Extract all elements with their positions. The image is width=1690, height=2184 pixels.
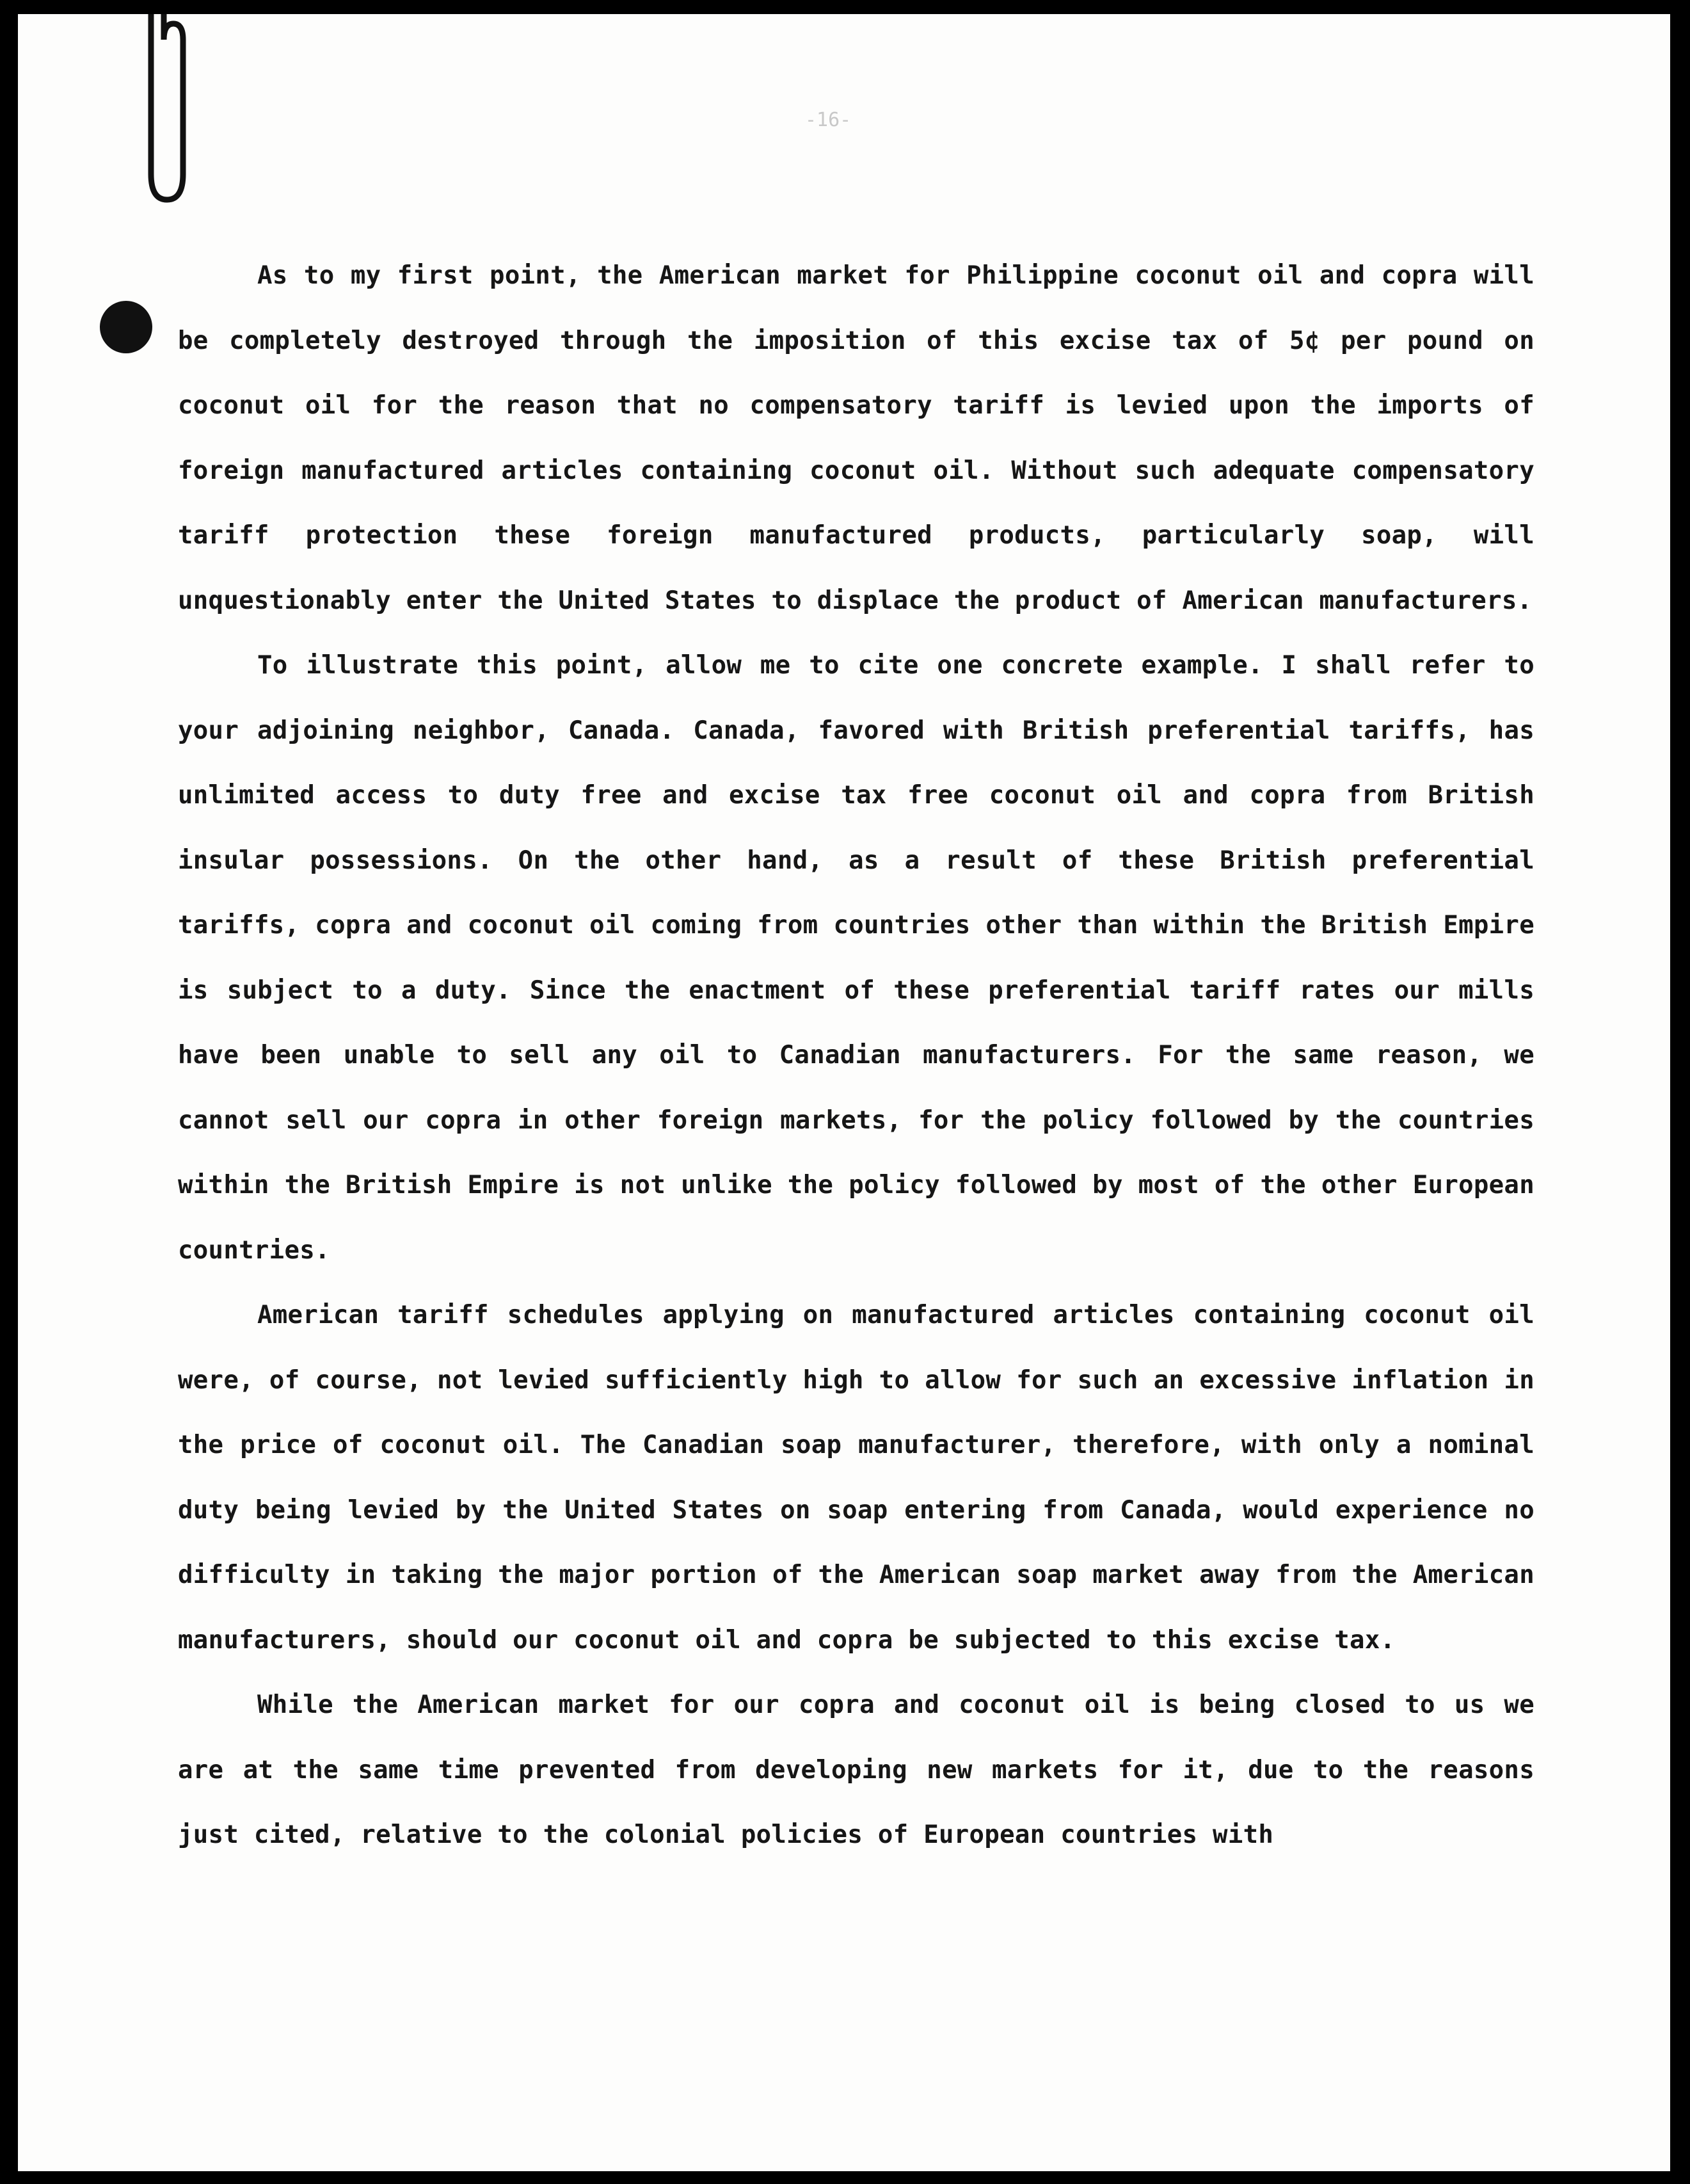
paragraph-new-markets: While the American market for our copra and coconut oil is being closed to us we are at the same time prevented from developing new markets for it, due to the reasons just cited, relative to the colonial policies of European countries with — [178, 1690, 1535, 1849]
paragraph-canada-example: To illustrate this point, allow me to cite one concrete example. I shall refer to your adjoining neighbor, Canada. Canada, favored with British preferential tariffs, has unlimited access to duty free and excise tax free coconut oil and copra from British insular possessions. On the other hand, as a result of these British preferential tariffs, copra and coconut oil coming from countries other than within the British Empire is subject to a duty. Since the enactment of these preferential tariff rates our mills have been unable to sell any oil to Canadian manufacturers. For the same reason, we cannot sell our copra in other foreign markets, for the policy followed by the countries within the British Empire is not unlike the policy followed by most of the other European countries. — [178, 651, 1535, 1265]
paperclip-icon — [132, 14, 196, 206]
punch-hole — [100, 301, 152, 353]
paragraph-tariff-schedules: American tariff schedules applying on manufactured articles containing coconut oil were, of course, not levied sufficiently high to allow for such an excessive inflation in the price of coconut oil. The Canadian soap manufacturer, therefore, with only a nominal duty being levied by the United States on soap entering from Canada, would experience no difficulty in taking the major portion of the American soap market away from the American manufacturers, should our coconut oil and copra be subjected to this excise tax. — [178, 1301, 1535, 1655]
paragraph-first-point: As to my first point, the American market for Philippine coconut oil and copra will be completely destroyed through the imposition of this excise tax of 5¢ per pound on coconut oil for the reason that no compensatory tariff is levied upon the imports of foreign manufactured articles containing coconut oil. Without such adequate compensatory tariff protection these foreign manufactured products, particularly soap, will unquestionably enter the United States to displace the product of American manufacturers. — [178, 261, 1535, 615]
page-number: -16- — [805, 109, 852, 131]
document-body — [178, 243, 1535, 1868]
document-page — [18, 14, 1670, 2171]
